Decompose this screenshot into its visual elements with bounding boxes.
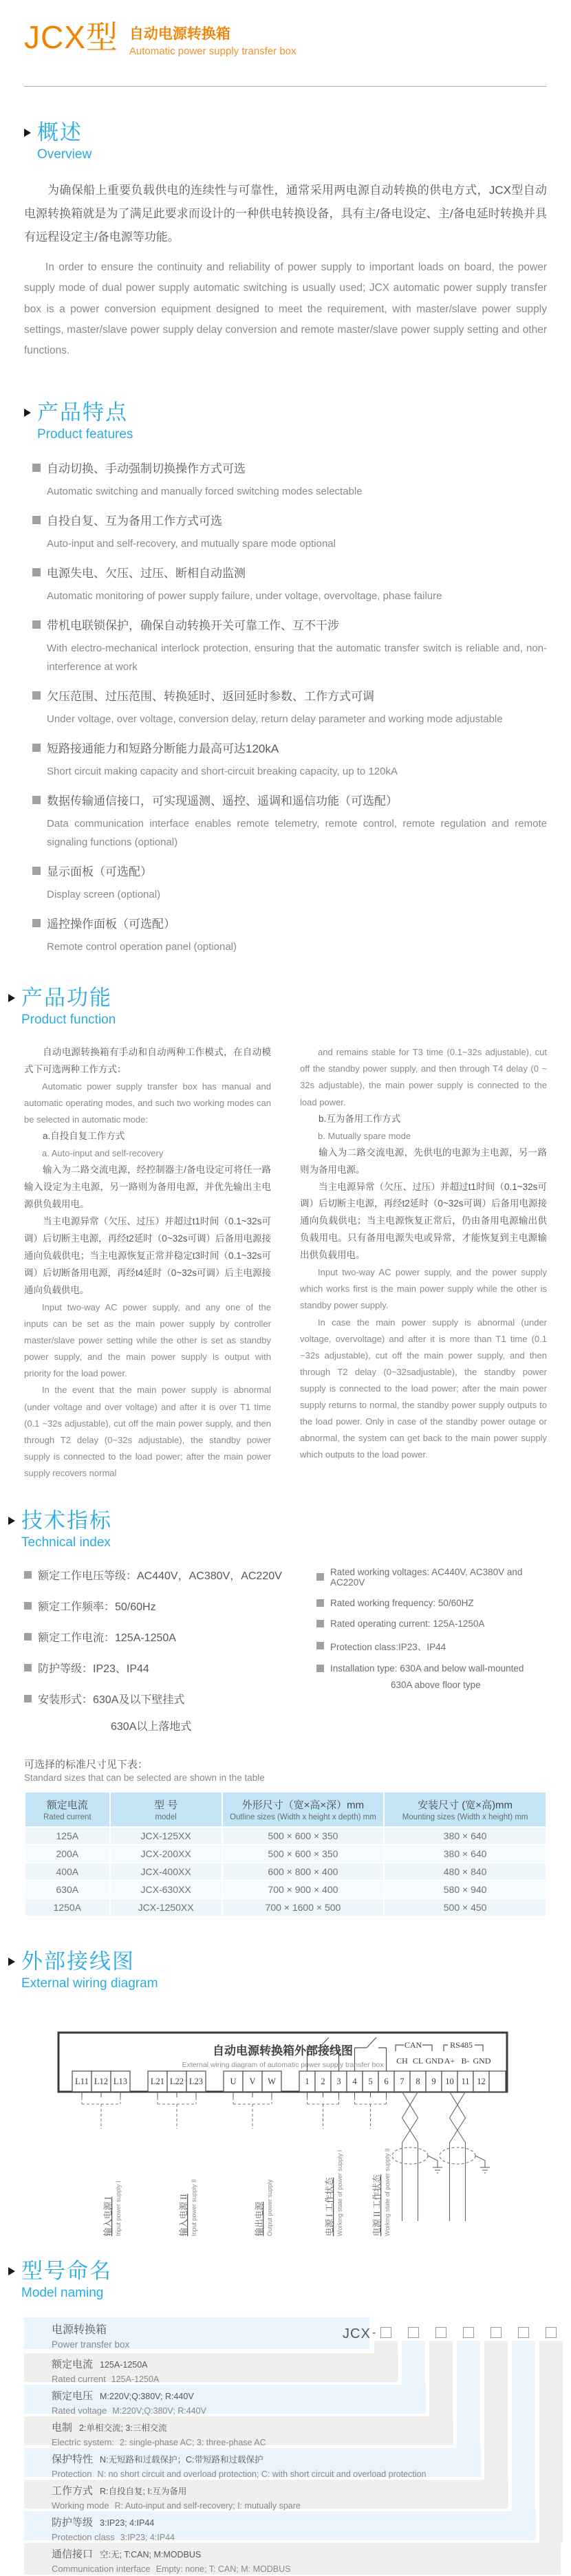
bullet-square-icon: [316, 1620, 324, 1627]
table-cell: 400A: [25, 1863, 109, 1880]
table-header-row: [25, 1793, 546, 1826]
naming-code-column: [512, 2341, 535, 2511]
naming-label-zh: 通信接口: [52, 2548, 94, 2561]
overview-paragraph-zh: 为确保船上重要负载供电的连续性与可靠性，通常采用两电源自动转换的供电方式，JCX型自动电源转换箱就是为了满足此要求而设计的一种供电转换设备，具有主/备电设定、主/备电延时转换并具有远程设定主/备电源等功能。: [24, 184, 547, 244]
feature-en: Remote control operation panel (optional): [47, 941, 237, 953]
naming-value-en: M:220V;Q:380V; R:440V: [112, 2406, 206, 2416]
naming-code-column: [484, 2341, 508, 2480]
terminal-cell-empty: [489, 2071, 506, 2092]
naming-value-zh: R:自投自复; I:互为备用: [100, 2487, 187, 2497]
naming-value-zh: 3:IP23; 4:IP44: [100, 2518, 155, 2529]
naming-value-zh: M:220V;Q:380V; R:440V: [100, 2392, 194, 2402]
bullet-square-icon: [32, 744, 41, 752]
group-label-zh: 输入电源 I: [103, 2196, 113, 2236]
group-label-zh: 电源 II 工作状态: [372, 2174, 382, 2236]
function-paragraph: 当主电源异常（欠压、过压）并超过t1时间（0.1~32s可调）后切断主电源，再经t2延时（0~32s可调）后备用电源接通向负载供电；当主电源恢复正常后，仍由备用电源输出供负载用电。只有备用电源失电或异常，才能恢复到主电源输出供负载用电。: [300, 1181, 547, 1261]
section-technical-index: [21, 1508, 547, 1917]
feature-zh: 短路接通能力和短路分断能力最高可达120kA: [47, 742, 279, 756]
table-cell: 380 × 640: [385, 1828, 546, 1844]
naming-value-zh: 125A-1250A: [100, 2360, 148, 2370]
terminal-label: 2: [321, 2076, 325, 2086]
naming-value-en: 3:IP23; 4:IP44: [120, 2533, 175, 2543]
pin-label: B-: [461, 2055, 470, 2066]
table-row: [25, 1828, 546, 1844]
function-paragraph: 自动电源转换箱有手动和自动两种工作模式，在自动模式下可选两种工作方式：: [24, 1047, 271, 1075]
section-wiring-diagram: [21, 1949, 571, 2247]
tech-column-en: [316, 1567, 547, 1690]
function-paragraph: a.自投自复工作方式: [43, 1131, 125, 1142]
terminal-label: 6: [384, 2076, 389, 2086]
section-product-function: [21, 986, 547, 1481]
naming-value-zh: N:无短路和过载保护；C:带短路和过载保护: [100, 2455, 263, 2465]
pin-label: CH: [396, 2055, 408, 2066]
table-cell: 700 × 900 × 400: [223, 1881, 384, 1898]
table-cell: 700 × 1600 × 500: [223, 1899, 384, 1916]
bullet-square-icon: [316, 1665, 324, 1672]
naming-label-en: Communication interface: [52, 2564, 151, 2575]
section-arrow-icon: [8, 2267, 15, 2275]
model-code-dash: -: [372, 2327, 376, 2339]
feature-item: [32, 616, 547, 676]
section-title-zh: 概述: [37, 120, 83, 144]
naming-label-zh: 工作方式: [52, 2485, 94, 2498]
pin-label: GND: [473, 2055, 491, 2066]
bullet-square-icon: [24, 1695, 32, 1702]
table-cell: JCX-200XX: [111, 1846, 222, 1862]
naming-label-zh: 保护特性: [52, 2454, 94, 2466]
tech-item-text: Rated operating current: 125A-1250A: [330, 1618, 485, 1629]
naming-row: [24, 2511, 536, 2543]
model-code-box: [380, 2327, 391, 2338]
tech-item-continuation: 630A以上落地式: [111, 1720, 192, 1733]
pin-label: GND: [425, 2055, 444, 2066]
bullet-square-icon: [316, 1573, 324, 1581]
naming-value-en: Empty: none; T: CAN; M: MODBUS: [155, 2564, 291, 2575]
pin-label: A+: [444, 2055, 455, 2066]
group-label-zh: 输出电源: [255, 2201, 264, 2236]
table-cell: 500 × 600 × 350: [223, 1846, 384, 1862]
bus-label-rs485: RS485: [450, 2039, 473, 2050]
naming-label-zh: 额定电流: [52, 2359, 94, 2371]
bullet-square-icon: [32, 516, 41, 524]
naming-value-zh: 空:无; T:CAN; M:MODBUS: [100, 2550, 202, 2560]
naming-label-zh: 电源转换箱: [52, 2324, 107, 2337]
function-paragraph: and remains stable for T3 time (0.1~32s adjustable), cut off the standby power supply, and then through T4 delay (0 ~ 32s adjustable), the main power supply is connected to the load power.: [300, 1047, 547, 1107]
function-paragraph: Input two-way AC power supply, and any one of the inputs can be set as the main power supply by controller master/slave power setting while the other is set as standby power supply, and the main power supply is output with priority for the load power.: [24, 1302, 271, 1379]
column-header: 型 号 model: [111, 1793, 222, 1826]
function-paragraph: Automatic power supply transfer box has manual and automatic operating modes, and such two working modes can be selected in automatic mode:: [24, 1081, 271, 1125]
section-title-en: External wiring diagram: [21, 1976, 158, 1991]
bus-label-can: CAN: [404, 2039, 422, 2050]
bullet-square-icon: [32, 867, 41, 875]
terminal-label: 4: [352, 2076, 357, 2086]
section-title-zh: 外部接线图: [21, 1949, 135, 1973]
naming-label-en: Working mode: [52, 2500, 109, 2511]
diagram-title-zh: 自动电源转换箱外部接线图: [213, 2044, 353, 2057]
function-column-left: [24, 1044, 271, 1481]
naming-value-en: 2: single-phase AC; 3: three-phase AC: [120, 2438, 266, 2448]
model-code-box: [463, 2327, 474, 2338]
terminal-label: 1: [305, 2076, 310, 2086]
tech-item-text: Rated working voltages: AC440V, AC380V and AC220V: [330, 1566, 523, 1588]
naming-label-zh: 电制: [52, 2422, 73, 2434]
group-label-zh: 电源 I 工作状态: [325, 2177, 334, 2236]
section-arrow-icon: [24, 129, 31, 137]
naming-code-column: [429, 2341, 453, 2416]
table-note-zh: 可选择的标准尺寸见下表：: [24, 1758, 149, 1771]
naming-label-en: Power transfer box: [52, 2339, 130, 2350]
tech-item-text: Protection class:IP23、IP44: [330, 1641, 446, 1652]
naming-value-zh: 2:单相交流; 3:三相交流: [79, 2423, 167, 2434]
bullet-square-icon: [32, 620, 41, 629]
feature-en: Auto-input and self-recovery, and mutually spare mode optional: [47, 538, 336, 550]
function-paragraph: In case the main power supply is abnormal (under voltage, overvoltage) and after it is more than T1 time (0.1 ~32s adjustable), cut off the main power supply, and then through T2 delay (0~32sadjustable), the standby power supply is connected to the load power; after the main power supply returns to normal, the standby power supply outputs to the load power. Only in case of the standby power outage or abnormal, the system can get back to the main power supply which outputs to the load power.: [300, 1317, 547, 1460]
terminal-label: 12: [477, 2076, 486, 2086]
model-code-box: [435, 2327, 446, 2338]
function-column-right: [300, 1044, 547, 1481]
feature-en: Under voltage, over voltage, conversion delay, return delay parameter and working mode adjustable: [47, 713, 503, 726]
function-paragraph: a. Auto-input and self-recovery: [42, 1148, 164, 1159]
section-title-zh: 型号命名: [21, 2258, 112, 2283]
bullet-square-icon: [24, 1633, 32, 1641]
tech-item-text: 额定工作频率：50/60Hz: [38, 1601, 156, 1613]
terminal-label: L11: [75, 2076, 89, 2086]
tech-item-text: 防护等级：IP23、IP44: [38, 1663, 149, 1675]
table-cell: JCX-630XX: [111, 1881, 222, 1898]
table-cell: 380 × 640: [385, 1846, 546, 1862]
terminal-label: U: [230, 2076, 237, 2086]
tech-item-text: 额定工作电流：125A-1250A: [38, 1632, 176, 1644]
function-paragraph: 输入为二路交流电源，先供电的电源为主电源，另一路则为备用电源。: [300, 1147, 547, 1175]
section-arrow-icon: [8, 994, 15, 1002]
terminal-label: 3: [336, 2076, 341, 2086]
feature-en: Automatic monitoring of power supply failure, under voltage, overvoltage, phase failure: [47, 590, 442, 603]
naming-row: [24, 2543, 561, 2575]
page-header: [0, 0, 571, 87]
terminal-label: 7: [400, 2076, 405, 2086]
table-cell: 125A: [25, 1828, 109, 1844]
naming-value-en: 125A-1250A: [111, 2374, 160, 2385]
feature-zh: 遥控操作面板（可选配）: [47, 918, 175, 931]
section-arrow-icon: [8, 1958, 15, 1966]
naming-label-en: Rated current: [52, 2374, 106, 2385]
table-cell: 200A: [25, 1846, 109, 1862]
feature-zh: 显示面板（可选配）: [47, 865, 152, 879]
table-cell: 600 × 800 × 400: [223, 1863, 384, 1880]
naming-label-en: Rated voltage: [52, 2405, 107, 2416]
product-title-en: Automatic power supply transfer box: [129, 45, 297, 57]
feature-item: [32, 459, 547, 501]
terminal-label: 9: [431, 2076, 436, 2086]
feature-en: Data communication interface enables remote telemetry, remote control, remote regulation and remote signaling functions (optional): [47, 818, 547, 849]
function-paragraph: In the event that the main power supply is abnormal (under voltage and over voltage) and after it is over T1 time (0.1 ~32s adjustable), cut off the main power supply, and then through T2 delay (0~32s adjustable), the standby power supply is connected to the load power; after the main power supply recovers normal: [24, 1385, 271, 1478]
feature-en: Display screen (optional): [47, 889, 161, 901]
section-title-zh: 技术指标: [21, 1508, 112, 1533]
table-note-en: Standard sizes that can be selected are shown in the table: [24, 1772, 265, 1783]
function-paragraph: b.互为备用工作方式: [319, 1113, 401, 1124]
section-title-en: Product function: [21, 1013, 116, 1028]
wiring-diagram: [24, 2008, 571, 2247]
table-cell: JCX-125XX: [111, 1828, 222, 1844]
model-naming-diagram: [0, 2317, 571, 2576]
naming-code-column: [457, 2341, 480, 2448]
terminal-label: L22: [169, 2076, 184, 2086]
feature-item: [32, 686, 547, 728]
twisted-pair-can: [392, 2092, 442, 2221]
header-divider: [24, 86, 547, 87]
feature-zh: 欠压范围、过压范围、转换延时、返回延时参数、工作方式可调: [47, 690, 374, 704]
table-cell: 630A: [25, 1881, 109, 1898]
terminal-label: L23: [188, 2076, 204, 2086]
naming-label-en: Electric system:: [52, 2437, 115, 2448]
table-cell: 480 × 840: [385, 1863, 546, 1880]
naming-label-en: Protection class: [52, 2532, 115, 2543]
table-row: [25, 1881, 546, 1898]
terminal-label: 8: [416, 2076, 420, 2086]
standard-sizes-table: [24, 1791, 547, 1917]
naming-code-column: [539, 2341, 563, 2543]
section-title-zh: 产品特点: [37, 400, 128, 425]
section-arrow-icon: [24, 409, 31, 417]
overview-paragraph-en: In order to ensure the continuity and reliability of power supply to important loads on board, the power supply mode of dual power supply automatic switching is usually used; JCX automatic power supply transfer box is a power conversion equipment designed to meet the requirement, with master/slave power supply settings, master/slave power supply delay conversion and remote master/slave power supply setting and other functions.: [24, 261, 547, 356]
terminal-label: L13: [113, 2076, 128, 2086]
table-cell: 1250A: [25, 1899, 109, 1916]
feature-zh: 自动切换、手动强制切换操作方式可选: [47, 462, 246, 476]
feature-item: [32, 862, 547, 904]
naming-value-en: N: no short circuit and overload protection; C: with short circuit and overload protection: [97, 2469, 427, 2480]
column-header: 安装尺寸 (宽×高)mm Mounting sizes (Width x height) mm: [385, 1793, 546, 1826]
section-title-en: Overview: [37, 147, 92, 162]
feature-item: [32, 914, 547, 956]
tech-item-text: Rated working frequency: 50/60HZ: [330, 1597, 474, 1608]
feature-zh: 电源失电、欠压、过压、断相自动监测: [47, 567, 246, 581]
model-code-box: [518, 2327, 529, 2338]
bullet-square-icon: [32, 919, 41, 927]
column-header: 额定电流 Rated current: [25, 1793, 109, 1826]
feature-item: [32, 791, 547, 852]
group-label-zh: 输入电源 II: [179, 2194, 188, 2236]
naming-code-column: [374, 2341, 398, 2353]
naming-row: [24, 2353, 398, 2385]
terminal-label: 5: [368, 2076, 373, 2086]
terminal-label: W: [268, 2076, 276, 2086]
twisted-pair-rs485: [440, 2092, 490, 2221]
model-code-box: [546, 2327, 557, 2338]
bullet-square-icon: [32, 568, 41, 576]
section-title-en: Technical index: [21, 1535, 111, 1550]
feature-item: [32, 511, 547, 553]
naming-row: [24, 2416, 453, 2448]
naming-row: [24, 2448, 481, 2480]
group-label-en: Working state of power supply I: [336, 2150, 343, 2236]
tech-item-text: 安装形式：630A及以下壁挂式: [38, 1693, 185, 1706]
diagram-title-en: External wiring diagram of automatic power supply transfer box: [182, 2060, 384, 2069]
product-model-title: JCX型: [24, 19, 118, 55]
section-title-zh: 产品功能: [21, 986, 112, 1010]
bullet-square-icon: [316, 1642, 324, 1649]
function-paragraph: Input two-way AC power supply, and the power supply which works first is the main power supply while the other is standby power supply.: [300, 1267, 547, 1311]
table-cell: 580 × 940: [385, 1881, 546, 1898]
model-code-box: [408, 2327, 419, 2338]
tech-item-text: 额定工作电压等级：AC440V，AC380V，AC220V: [38, 1570, 282, 1582]
table-row: [25, 1863, 546, 1880]
bullet-square-icon: [24, 1602, 32, 1610]
feature-item: [32, 739, 547, 781]
tech-column-zh: [24, 1567, 316, 1733]
table-row: [25, 1846, 546, 1862]
table-cell: JCX-1250XX: [111, 1899, 222, 1916]
feature-item: [32, 563, 547, 605]
section-title-en: Product features: [37, 427, 133, 442]
group-bracket: [82, 2092, 387, 2129]
feature-en: With electro-mechanical interlock protection, ensuring that the automatic transfer switch is reliable and, non-interference at work: [47, 642, 547, 673]
tech-item-text: Installation type: 630A and below wall-mounted: [330, 1663, 524, 1674]
bullet-square-icon: [316, 1599, 324, 1607]
table-row: [25, 1899, 546, 1916]
naming-label-zh: 防护等级: [52, 2517, 94, 2529]
group-label-en: Input power supply II: [191, 2178, 197, 2236]
terminal-label: L12: [94, 2076, 109, 2086]
bullet-square-icon: [32, 464, 41, 472]
function-paragraph: b. Mutually spare mode: [318, 1130, 411, 1141]
table-cell: JCX-400XX: [111, 1863, 222, 1880]
section-model-naming: [21, 2258, 571, 2301]
table-cell: 500 × 600 × 350: [223, 1828, 384, 1844]
section-arrow-icon: [8, 1517, 15, 1525]
feature-zh: 带机电联锁保护，确保自动转换开关可靠工作、互不干涉: [47, 619, 339, 633]
section-product-features: [24, 401, 547, 956]
pin-label: CL: [412, 2055, 424, 2066]
section-overview: [24, 121, 547, 361]
naming-label-en: Protection: [52, 2469, 92, 2480]
naming-row: [24, 2317, 369, 2349]
naming-code-column: [402, 2341, 425, 2385]
table-cell: 500 × 450: [385, 1899, 546, 1916]
function-paragraph: 输入为二路交流电源，经控制器主/备电设定可将任一路输入设定为主电源，另一路则为备用电源，并优先输出主电源供负载用电。: [24, 1165, 271, 1210]
feature-zh: 数据传输通信接口，可实现遥测、遥控、遥调和遥信功能（可选配）: [47, 794, 398, 808]
model-code-box: [491, 2327, 502, 2338]
bullet-square-icon: [32, 691, 41, 700]
tech-item-continuation: 630A above floor type: [391, 1679, 481, 1690]
terminal-label: 11: [461, 2076, 470, 2086]
bullet-square-icon: [24, 1664, 32, 1671]
feature-en: Automatic switching and manually forced switching modes selectable: [47, 486, 363, 498]
column-header: 外形尺寸（宽×高×深）mm Outline sizes (Width x height x depth) mm: [223, 1793, 384, 1826]
function-paragraph: 当主电源异常（欠压、过压）并超过t1时间（0.1~32s可调）后切断主电源，再经t2延时（0~32s可调）后备用电源接通向负载供电；当主电源恢复正常并稳定t3时间（0.1~32s可调）后切断备用电源，再经t4延时（0~32s可调）后主电源接通向负载供电。: [24, 1216, 271, 1296]
group-label-en: Working state of power supply II: [384, 2148, 391, 2236]
group-label-en: Input power supply I: [115, 2180, 122, 2236]
product-title-zh: 自动电源转换箱: [129, 26, 230, 42]
naming-row: [24, 2480, 508, 2509]
feature-zh: 自投自复、互为备用工作方式可选: [47, 515, 222, 528]
terminal-label: L21: [150, 2076, 165, 2086]
bullet-square-icon: [32, 796, 41, 804]
bullet-square-icon: [24, 1571, 32, 1579]
model-code-prefix: JCX: [343, 2326, 371, 2342]
naming-row: [24, 2385, 426, 2414]
terminal-label: 10: [445, 2076, 454, 2086]
naming-label-zh: 额定电压: [52, 2390, 94, 2403]
group-label-en: Output power supply: [266, 2179, 273, 2236]
section-title-en: Model naming: [21, 2286, 104, 2301]
naming-value-en: R: Auto-input and self-recovery; I: mutually spare: [114, 2501, 301, 2511]
feature-en: Short circuit making capacity and short-circuit breaking capacity, up to 120kA: [47, 766, 398, 778]
terminal-label: V: [249, 2076, 256, 2086]
